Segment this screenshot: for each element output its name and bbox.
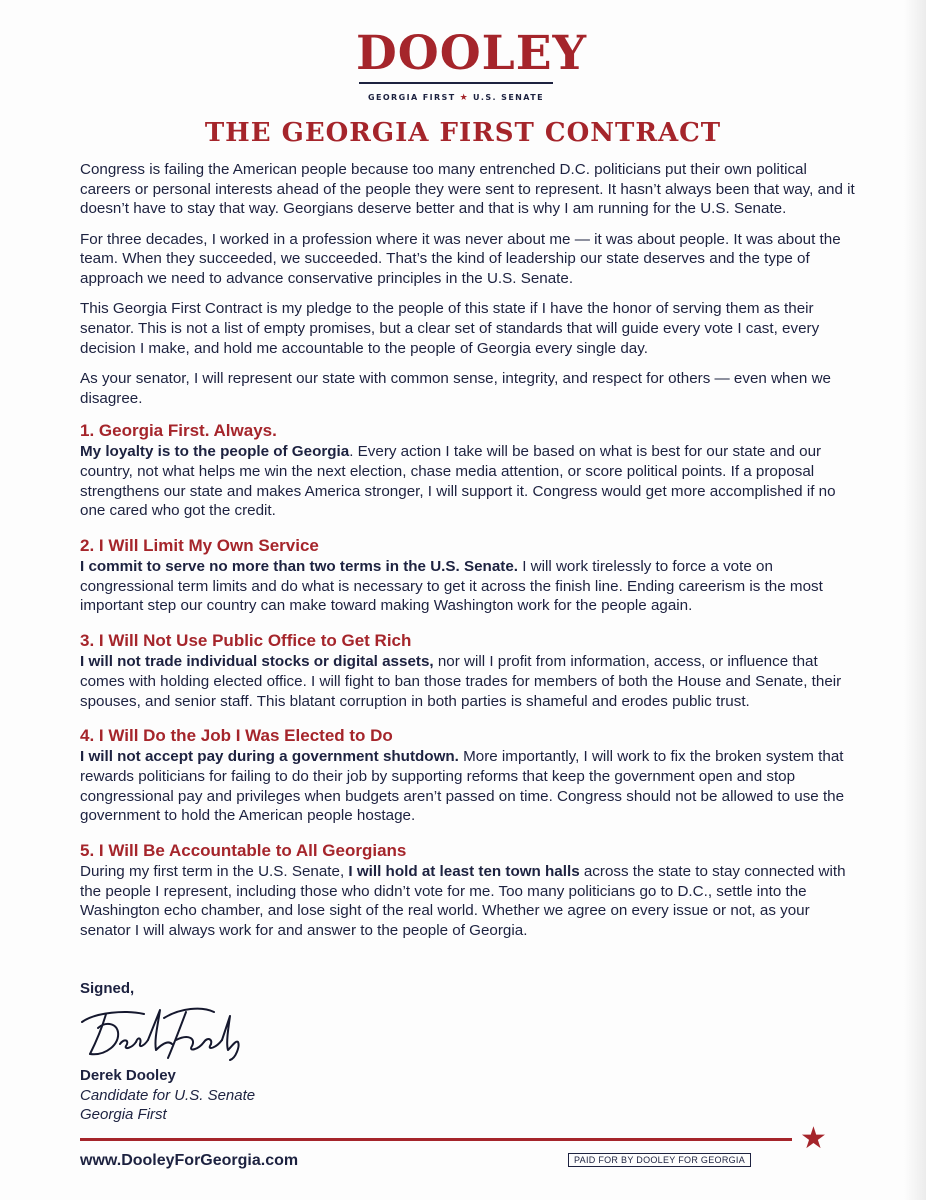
- signer-block: [80, 1066, 255, 1125]
- section-body-2: I commit to serve no more than two terms in the U.S. Senate. I will work tirelessly to force a vote on congressional term limits and do what is necessary to get it across the finish line. Ending careerism is the most important step our country can make toward making Washington work for the people again.: [80, 558, 823, 615]
- paid-for-disclaimer: PAID FOR BY DOOLEY FOR GEORGIA: [568, 1153, 751, 1167]
- section-heading-3: 3. I Will Not Use Public Office to Get Rich: [80, 631, 412, 651]
- star-icon: ★: [800, 1122, 827, 1155]
- footer-divider: [80, 1138, 792, 1141]
- section-heading-4: 4. I Will Do the Job I Was Elected to Do: [80, 726, 393, 746]
- section-body-4: I will not accept pay during a government shutdown. More importantly, I will work to fix the broken system that rewards politicians for failing to do their job by supporting reforms that keep the government open and stop congressional pay and privileges when budgets aren’t passed on time. Congress should not be allowed to use the government to hold the American people hostage.: [80, 748, 845, 825]
- signer-role: Candidate for U.S. Senate: [80, 1086, 256, 1104]
- section-body-1: My loyalty is to the people of Georgia. Every action I take will be based on what is best for our state and our country, not what helps me win the next election, chase media attention, or score political points. If a proposal strengthens our state and makes America stronger, I will support it. Congress would get more accomplished if no one cared who got the credit.: [80, 443, 836, 520]
- intro-paragraph: Congress is failing the American people because too many entrenched D.C. politicians put their own political careers or personal interests ahead of the people they were sent to represent. It hasn’t always been that way, and it doesn’t have to stay that way. Georgians deserve better and that is why I am running for the U.S. Senate.: [80, 161, 855, 218]
- star-icon: ★: [459, 93, 470, 103]
- signer-org: Georgia First: [80, 1106, 167, 1123]
- logo-wordmark: DOOLEY: [356, 26, 588, 81]
- section-heading-1: 1. Georgia First. Always.: [80, 421, 277, 441]
- signed-label: Signed,: [80, 980, 135, 997]
- section-heading-5: 5. I Will Be Accountable to All Georgians: [80, 841, 407, 861]
- section-body-5: During my first term in the U.S. Senate, I will hold at least ten town halls across the state to stay connected with the people I represent, including those who didn’t vote for me. Too many politicians go to D.C., settle into the Washington echo chamber, and lose sight of the real world. Whether we agree on every issue or not, as your senator I will always work for and answer to the people of Georgia.: [80, 863, 846, 940]
- page-edge-shadow: [904, 0, 926, 1200]
- logo-tagline: [356, 93, 556, 103]
- handwritten-signature: [76, 1000, 251, 1064]
- section-heading-2: 2. I Will Limit My Own Service: [80, 536, 319, 556]
- intro-paragraph: For three decades, I worked in a profession where it was never about me — it was about people. It was about the team. When they succeeded, we succeeded. That’s the kind of leadership our state deserves and the type of approach we need to advance conservative principles in the U.S. Senate.: [80, 230, 841, 288]
- page-title: THE GEORGIA FIRST CONTRACT: [204, 118, 722, 148]
- signer-name: Derek Dooley: [80, 1067, 176, 1084]
- logo-divider: [359, 82, 553, 84]
- intro-paragraph: As your senator, I will represent our state with common sense, integrity, and respect for others — even when we disagree.: [80, 369, 832, 407]
- intro-paragraph: This Georgia First Contract is my pledge to the people of this state if I have the honor of serving them as their senator. This is not a list of empty promises, but a clear set of standards that will guide every vote I cast, every decision I make, and hold me accountable to the people of Georgia every single day.: [80, 300, 820, 357]
- logo-tagline-left: GEORGIA FIRST: [368, 93, 456, 102]
- dooley-logo: [356, 26, 588, 103]
- logo-tagline-right: U.S. SENATE: [473, 93, 544, 102]
- contract-body: [80, 160, 855, 951]
- section-body-3: I will not trade individual stocks or digital assets, nor will I profit from information, access, or influence that comes with holding elected office. I will fight to ban those trades for members of both the House and Senate, their spouses, and senior staff. This blatant corruption in both parties is shameful and erodes public trust.: [80, 653, 842, 710]
- campaign-website-link[interactable]: www.DooleyForGeorgia.com: [80, 1152, 299, 1169]
